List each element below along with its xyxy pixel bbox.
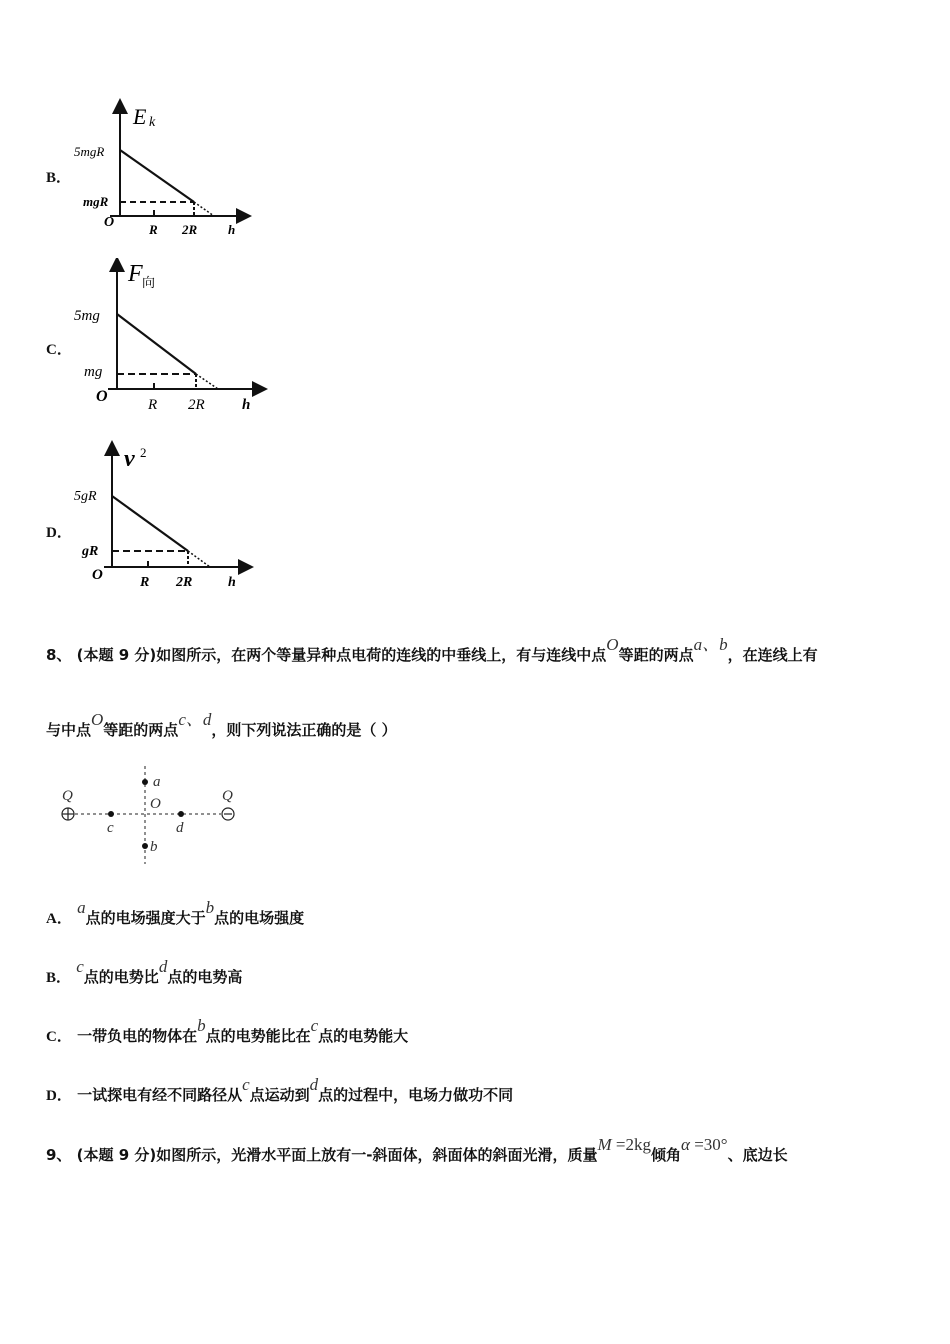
q8-option-d[interactable]: D． 一试探电有经不同路径从c点运动到d点的过程中，电场力做功不同 <box>46 1075 514 1104</box>
svg-text:v: v <box>124 446 135 472</box>
q8-option-a[interactable]: A． a点的电场强度大于b点的电场强度 <box>46 898 305 927</box>
svg-text:F: F <box>128 261 143 287</box>
y-low-label: mgR <box>83 194 109 209</box>
q9-number: 9、 <box>46 1146 72 1164</box>
origin-label: O <box>104 215 115 230</box>
q9-line-1: 9、 (本题 9 分)如图所示，光滑水平面上放有一-斜面体，斜面体的斜面光滑，质量M =2kg倾角α =30°、底边长 <box>46 1135 788 1164</box>
svg-text:R: R <box>149 222 158 237</box>
q8-line-2: 与中点O等距的两点c、d，则下列说法正确的是（ ） <box>46 710 397 739</box>
point-b <box>142 843 148 849</box>
svg-text:Q: Q <box>222 788 233 804</box>
svg-text:2R: 2R <box>188 397 205 413</box>
svg-text:O: O <box>150 796 161 812</box>
svg-text:R: R <box>148 397 158 413</box>
q8-charge-figure <box>55 762 245 867</box>
svg-text:gR: gR <box>82 544 99 559</box>
svg-text:向: 向 <box>142 275 156 290</box>
svg-text:R: R <box>140 575 150 590</box>
svg-text:O: O <box>96 388 108 405</box>
svg-text:b: b <box>150 839 158 855</box>
svg-text:k: k <box>149 115 156 130</box>
svg-text:h: h <box>228 222 236 237</box>
q8-line-1: 8、 (本题 9 分)如图所示，在两个等量异种点电荷的连线的中垂线上，有与连线中点O等距的两点a、b，在连线上有 <box>46 635 818 664</box>
svg-text:mg: mg <box>84 364 103 380</box>
svg-text:a: a <box>153 774 161 790</box>
svg-text:c: c <box>107 820 114 836</box>
point-d <box>178 811 184 817</box>
option-b-label: B． <box>46 170 72 186</box>
graph-c-f-vs-h <box>70 258 270 418</box>
svg-text:2: 2 <box>140 445 147 460</box>
extrapolation <box>194 202 214 216</box>
option-d-label: D． <box>46 525 72 541</box>
q8-option-b[interactable]: B． c点的电势比d点的电势高 <box>46 957 243 986</box>
svg-text:h: h <box>228 575 236 590</box>
graph-line <box>120 150 194 202</box>
q8-option-c[interactable]: C． 一带负电的物体在b点的电势能比在c点的电势能大 <box>46 1016 409 1045</box>
y-high-label: 5mgR <box>74 144 105 159</box>
point-c <box>108 811 114 817</box>
q8-number: 8、 <box>46 646 72 664</box>
svg-text:h: h <box>242 397 251 413</box>
graph-b-ek-vs-h <box>70 98 260 243</box>
y-axis-label: E <box>133 104 147 129</box>
graph-d-v2-vs-h <box>70 440 260 595</box>
svg-text:d: d <box>176 820 184 836</box>
svg-text:2R: 2R <box>176 575 193 590</box>
svg-text:2R: 2R <box>182 222 198 237</box>
svg-text:Q: Q <box>62 788 73 804</box>
option-c-label: C． <box>46 342 72 358</box>
svg-text:5gR: 5gR <box>74 489 97 504</box>
svg-text:5mg: 5mg <box>74 308 100 324</box>
point-a <box>142 779 148 785</box>
svg-text:O: O <box>92 567 103 583</box>
